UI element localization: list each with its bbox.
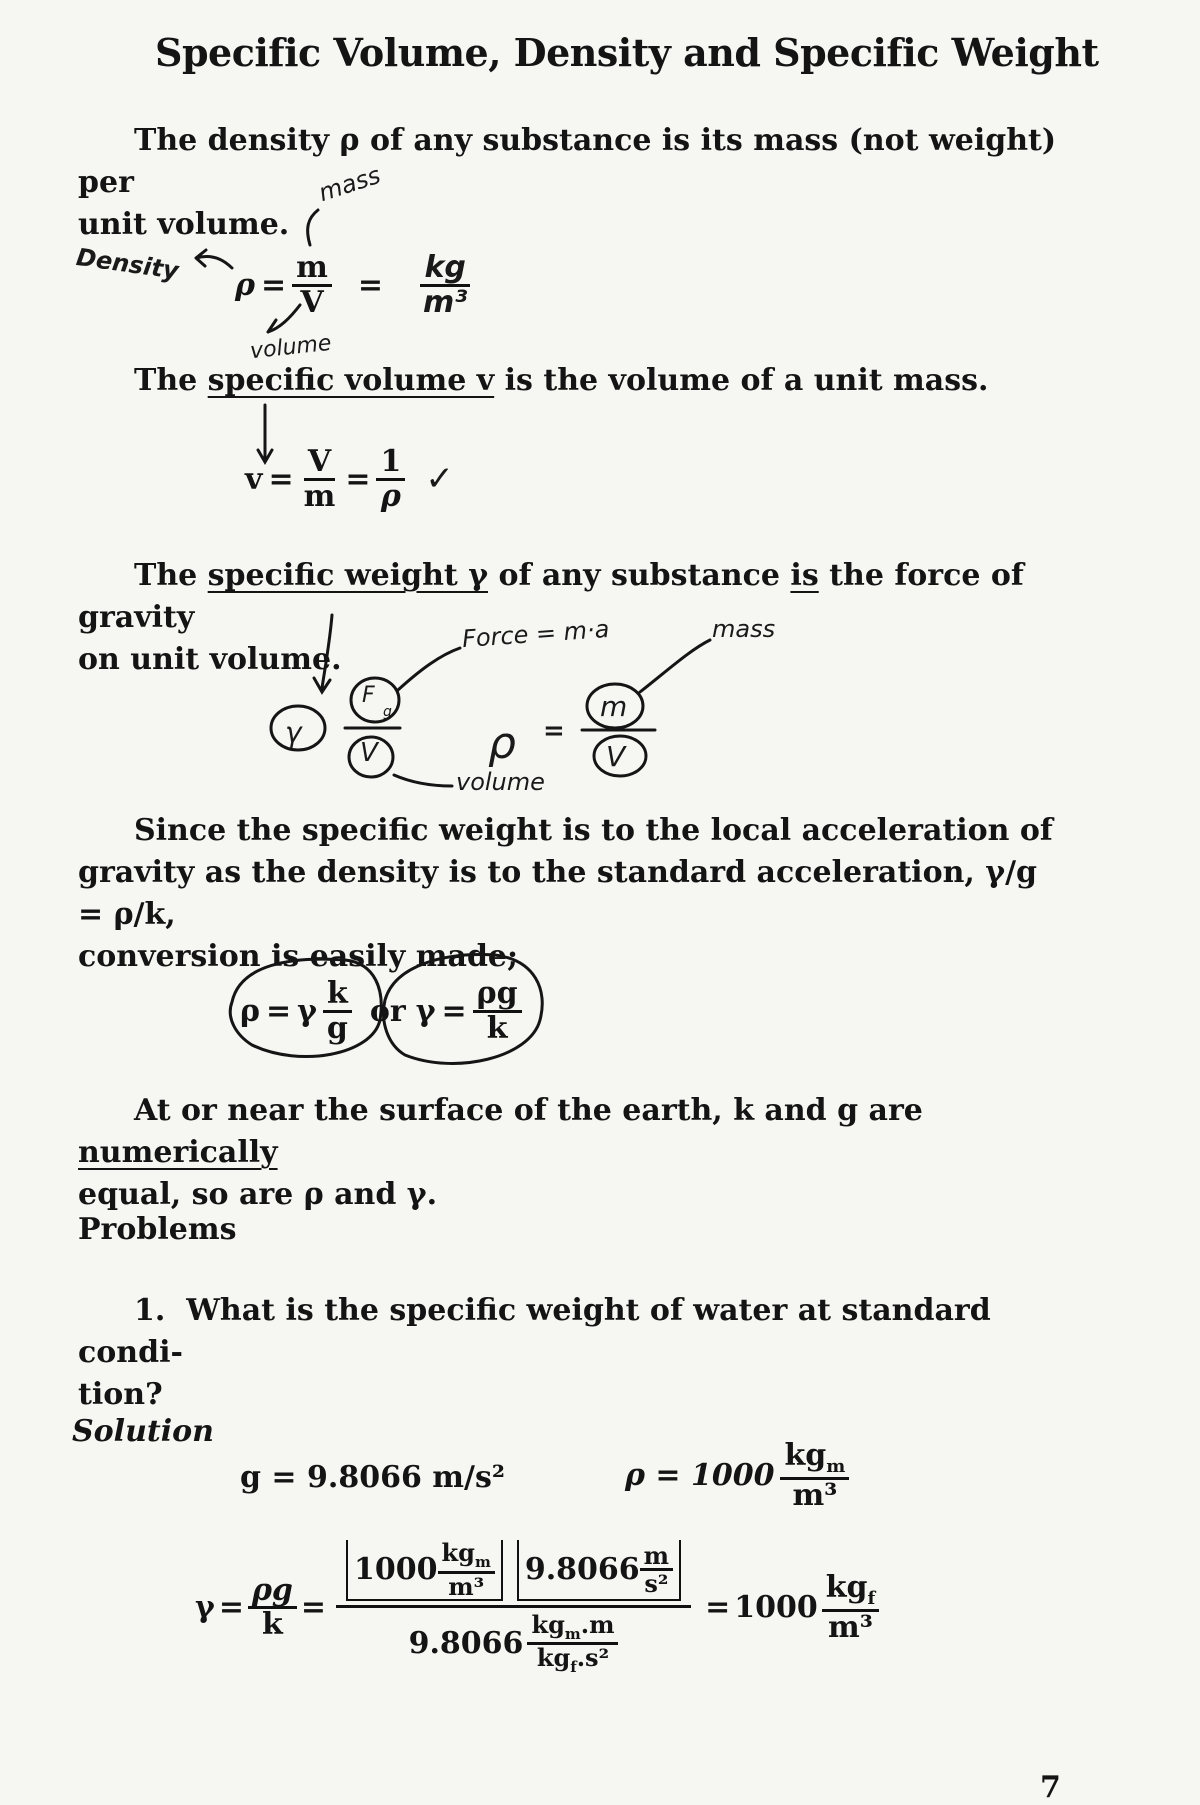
conv-gamma: γ [297, 993, 317, 1029]
density-eq-lhs: ρ [235, 267, 255, 303]
calculation-equation [195, 1540, 879, 1676]
density-line-1: The density ρ of any substance is its mass (not weight) per [78, 123, 1057, 200]
conv-frac-2 [473, 978, 522, 1044]
calc-b1-den: m³ [448, 1571, 485, 1601]
calc-den-value: 9.8066 [408, 1626, 524, 1662]
conv-frac-1 [323, 978, 352, 1044]
given-g [240, 1460, 505, 1495]
handwritten-V-2: V [606, 740, 626, 773]
calc-equals-2: = [300, 1590, 327, 1626]
calc-b1-value: 1000 [354, 1551, 438, 1587]
handwritten-V: V [360, 738, 378, 768]
conv-or: or [369, 993, 406, 1029]
specific-weight-term: specific weight γ [207, 558, 489, 593]
handwritten-g: g [383, 704, 392, 720]
sv-eq-frac-1 [300, 446, 340, 512]
calc-b2-num: m [640, 1543, 673, 1571]
density-eq-fraction [292, 252, 332, 318]
ratio-line-1: Since the specific weight is to the local acceleration of [134, 813, 1053, 848]
surface-term: numerically [78, 1135, 278, 1170]
handwritten-force-note: Force = m·a [461, 614, 611, 654]
sw-line-2: on unit volume. [78, 642, 342, 677]
problem-1-number: 1. [134, 1293, 166, 1328]
sv-eq-equals-2: = [345, 461, 371, 497]
density-eq-den: V [300, 284, 324, 320]
conv-den-2: k [486, 1010, 508, 1046]
handwritten-F: F [362, 683, 375, 708]
handwritten-volume-note-2: volume [456, 768, 545, 796]
specific-volume-paragraph [78, 360, 1058, 402]
handwritten-mass-note: mass [315, 160, 384, 208]
sv-eq-lhs: v [245, 461, 263, 497]
conv-equals-1: = [265, 993, 292, 1029]
calc-bracket-2 [517, 1540, 681, 1601]
calc-result-sub: f [867, 1588, 876, 1610]
problem-1-line-1: What is the specific weight of water at standard condi- [78, 1293, 991, 1370]
density-equation: ρ = $\frac{m}{V}$ = $\frac{kg}{\text{m³}}$ [235, 252, 471, 318]
calc-rho-g-over-k [248, 1572, 297, 1643]
calc-lhs: γ [195, 1590, 215, 1626]
calc-den-den: kg [536, 1643, 571, 1673]
surface-line-2: equal, so are ρ and γ. [78, 1177, 438, 1212]
handwritten-m: m [600, 690, 628, 723]
specific-volume-equation [245, 446, 454, 512]
handwritten-volume-note: volume [248, 330, 333, 365]
given-rho-den: m³ [792, 1477, 838, 1513]
calc-result-fraction [822, 1570, 880, 1646]
handwritten-mass-note-2: mass [712, 615, 776, 643]
sv-post: is the volume of a unit mass. [494, 363, 989, 398]
calc-bracket-1 [346, 1540, 503, 1601]
density-paragraph [78, 120, 1058, 246]
specific-volume-term: specific volume v [207, 363, 495, 398]
sv-pre: The [134, 363, 208, 398]
conv-equals-2: = [441, 993, 467, 1029]
solution-heading: Solution [72, 1414, 214, 1449]
conv-den-1: g [326, 1010, 348, 1046]
sw-pre: The [134, 558, 208, 593]
calc-b1-num: kg [441, 1538, 475, 1567]
calc-den-num: kg [531, 1609, 565, 1639]
volume-link-line [394, 775, 452, 786]
conv-lhs-1: ρ [240, 993, 260, 1029]
sv-eq-num-1: V [304, 446, 335, 481]
calc-den-num-tail: .m [580, 1609, 615, 1639]
conv-lhs-2: γ [415, 993, 436, 1029]
ratio-line-2: gravity as the density is to the standard acceleration, γ/g = ρ/k, [78, 855, 1038, 932]
handwritten-density-note: Density [74, 242, 181, 286]
calc-k: k [262, 1607, 283, 1643]
calc-equals-3: = [705, 1590, 731, 1626]
given-rho-frac [780, 1440, 849, 1511]
conv-num-2: ρg [473, 978, 522, 1013]
sw-post: the force of gravity [78, 558, 1024, 635]
density-eq-units-num: kg [420, 252, 469, 287]
calc-den-den-sub: f [570, 1658, 577, 1677]
calc-result-den: m³ [828, 1610, 873, 1646]
page-title: Specific Volume, Density and Specific Weight [155, 30, 1099, 75]
calc-result-num: kg [825, 1570, 868, 1606]
ratio-line-3: conversion is easily made; [78, 939, 519, 974]
sv-eq-den-2: ρ [380, 478, 401, 514]
density-eq-equals: = [260, 267, 287, 303]
conversion-equation [240, 978, 522, 1044]
calc-equals-1: = [218, 1590, 244, 1626]
surface-pre: At or near the surface of the earth, k and g are [134, 1093, 923, 1128]
density-arrow [196, 250, 232, 268]
calc-rho-g: ρg [248, 1575, 297, 1610]
density-eq-units-den: m³ [422, 284, 468, 320]
handwritten-gamma: γ [285, 716, 302, 749]
calc-result-value: 1000 [734, 1590, 818, 1626]
given-g-text: g = 9.8066 m/s² [240, 1460, 505, 1495]
sv-eq-equals-1: = [268, 461, 294, 497]
problem-1 [78, 1290, 1058, 1416]
surface-paragraph [78, 1090, 1058, 1216]
density-eq-num: m [292, 252, 332, 287]
calc-main-fraction [336, 1540, 691, 1676]
problem-1-line-2: tion? [78, 1377, 163, 1412]
sv-eq-frac-2 [376, 446, 405, 512]
calc-b1-sub: m [474, 1552, 491, 1571]
calc-den-num-sub: m [564, 1624, 581, 1643]
density-line-2: unit volume. [78, 207, 290, 242]
handwritten-equals: = [543, 716, 565, 746]
calc-b2-value: 9.8066 [524, 1551, 640, 1587]
sw-mid: of any substance [488, 558, 791, 593]
given-rho [625, 1440, 849, 1511]
calc-den-den-tail: .s² [576, 1643, 610, 1673]
given-rho-lhs: ρ = 1000 [625, 1458, 775, 1494]
conv-num-1: k [323, 978, 352, 1013]
handwritten-rho: ρ [488, 718, 516, 769]
given-rho-num-sub: m [826, 1456, 846, 1477]
calc-b2-den: s² [644, 1568, 669, 1598]
problems-heading: Problems [78, 1212, 237, 1247]
density-eq-units [419, 252, 471, 318]
page-number: 7 [1040, 1770, 1061, 1805]
sv-eq-num-2: 1 [376, 446, 405, 481]
ratio-paragraph [78, 810, 1058, 978]
sw-is: is [790, 558, 819, 593]
given-rho-num: kg [784, 1438, 827, 1473]
sv-eq-den-1: m [303, 478, 336, 514]
check-mark-icon: ✓ [425, 459, 454, 499]
